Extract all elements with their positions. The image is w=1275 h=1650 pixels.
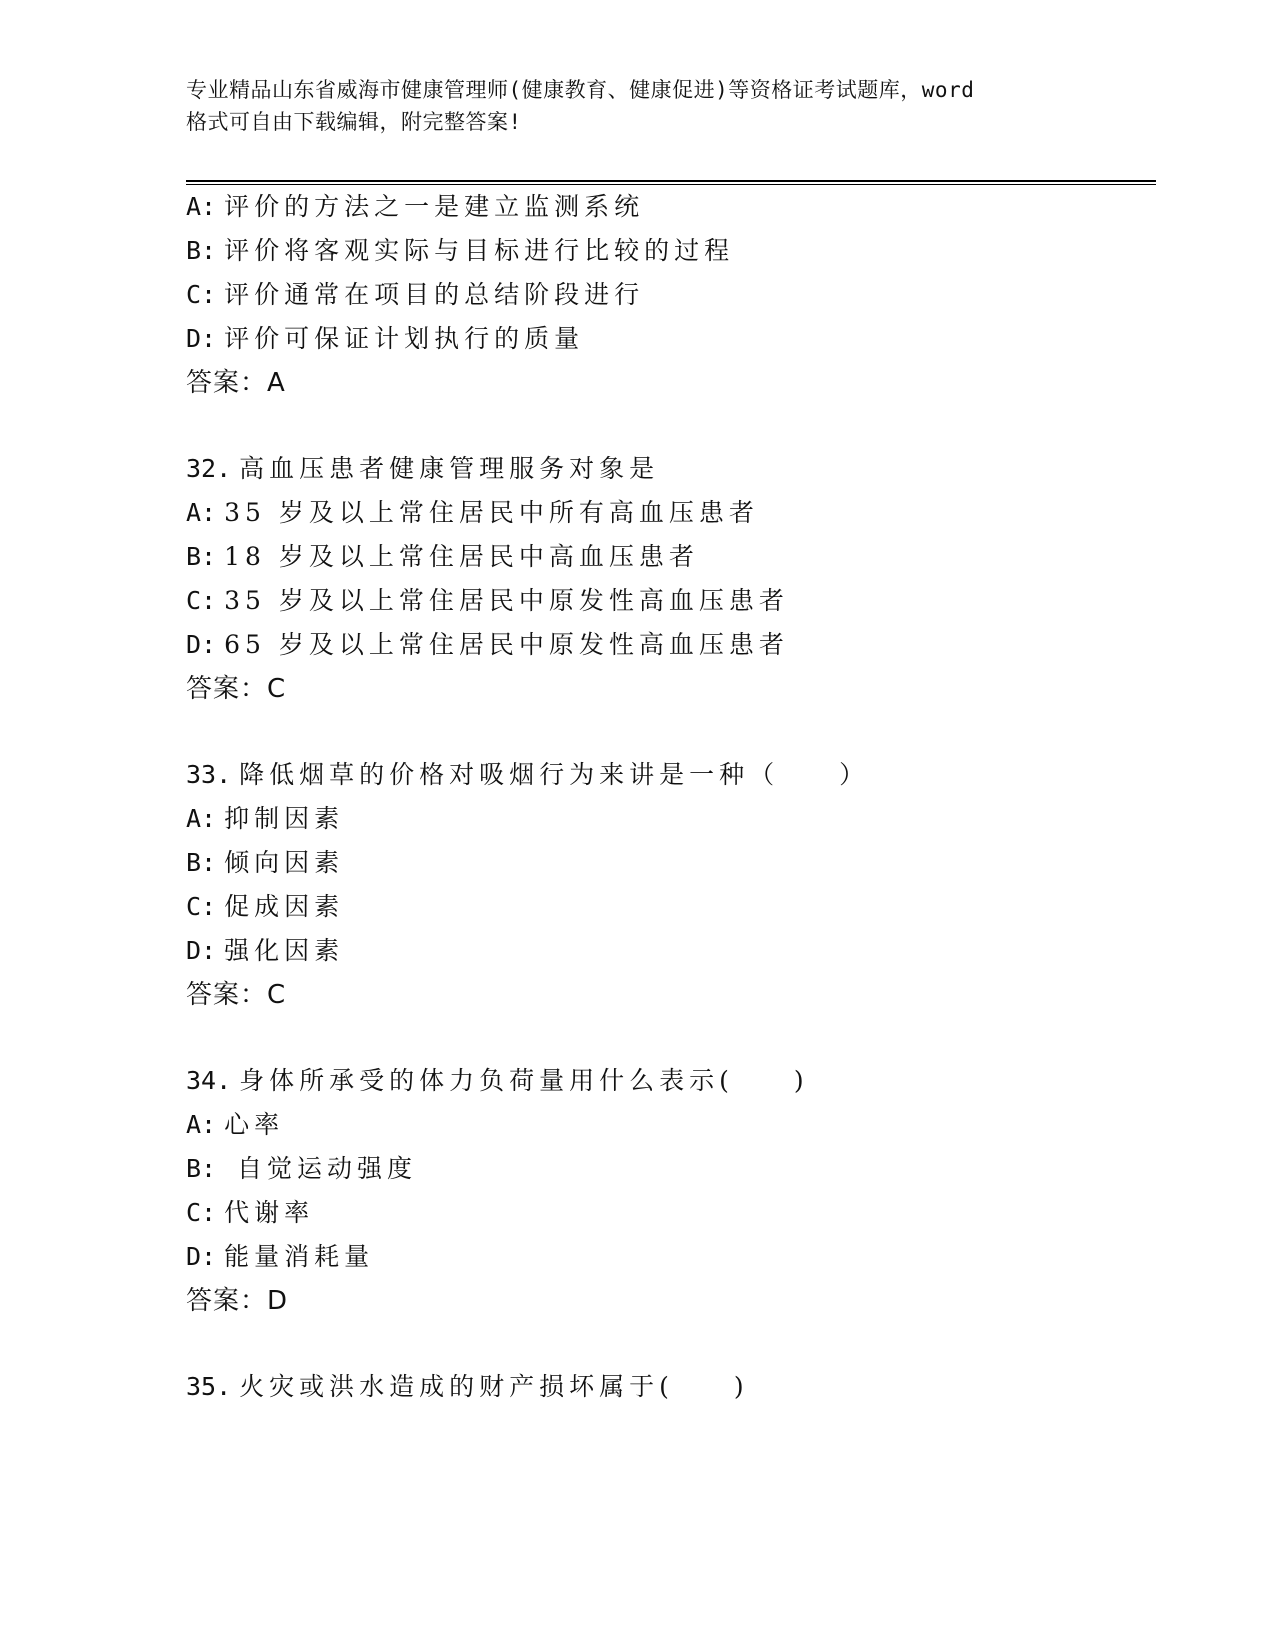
option-a: A: 评价的方法之一是建立监测系统	[186, 192, 645, 221]
option-d: D: 能量消耗量	[186, 1242, 375, 1271]
option-d: D: 65 岁及以上常住居民中原发性高血压患者	[186, 630, 789, 659]
option-c: C: 评价通常在项目的总结阶段进行	[186, 280, 645, 309]
option-c: C: 35 岁及以上常住居民中原发性高血压患者	[186, 586, 789, 615]
question-stem: 32. 高血压患者健康管理服务对象是	[186, 454, 660, 483]
option-c: C: 代谢率	[186, 1198, 315, 1227]
option-a: A: 抑制因素	[186, 804, 345, 833]
answer: 答案：D	[186, 1286, 289, 1316]
option-b: B: 自觉运动强度	[186, 1154, 418, 1183]
option-a: A: 35 岁及以上常住居民中所有高血压患者	[186, 498, 759, 527]
header-divider-thick	[186, 180, 1156, 182]
option-a: A: 心率	[186, 1110, 285, 1139]
option-d: D: 评价可保证计划执行的质量	[186, 324, 585, 353]
option-b: B: 18 岁及以上常住居民中高血压患者	[186, 542, 699, 571]
answer: 答案：C	[186, 674, 287, 704]
option-d: D: 强化因素	[186, 936, 345, 965]
answer: 答案：C	[186, 980, 287, 1010]
header-line-1: 专业精品山东省威海市健康管理师(健康教育、健康促进)等资格证考试题库，word	[186, 78, 975, 102]
document-header	[186, 74, 1086, 138]
question-stem: 34. 身体所承受的体力负荷量用什么表示( )	[186, 1066, 809, 1095]
answer: 答案：A	[186, 368, 286, 398]
question-stem: 35. 火灾或洪水造成的财产损坏属于( )	[186, 1372, 749, 1401]
option-b: B: 评价将客观实际与目标进行比较的过程	[186, 236, 735, 265]
option-b: B: 倾向因素	[186, 848, 345, 877]
header-divider-thin	[186, 184, 1156, 185]
header-line-2: 格式可自由下载编辑，附完整答案!	[186, 110, 522, 134]
question-stem: 33. 降低烟草的价格对吸烟行为来讲是一种（ ）	[186, 760, 870, 789]
option-c: C: 促成因素	[186, 892, 345, 921]
